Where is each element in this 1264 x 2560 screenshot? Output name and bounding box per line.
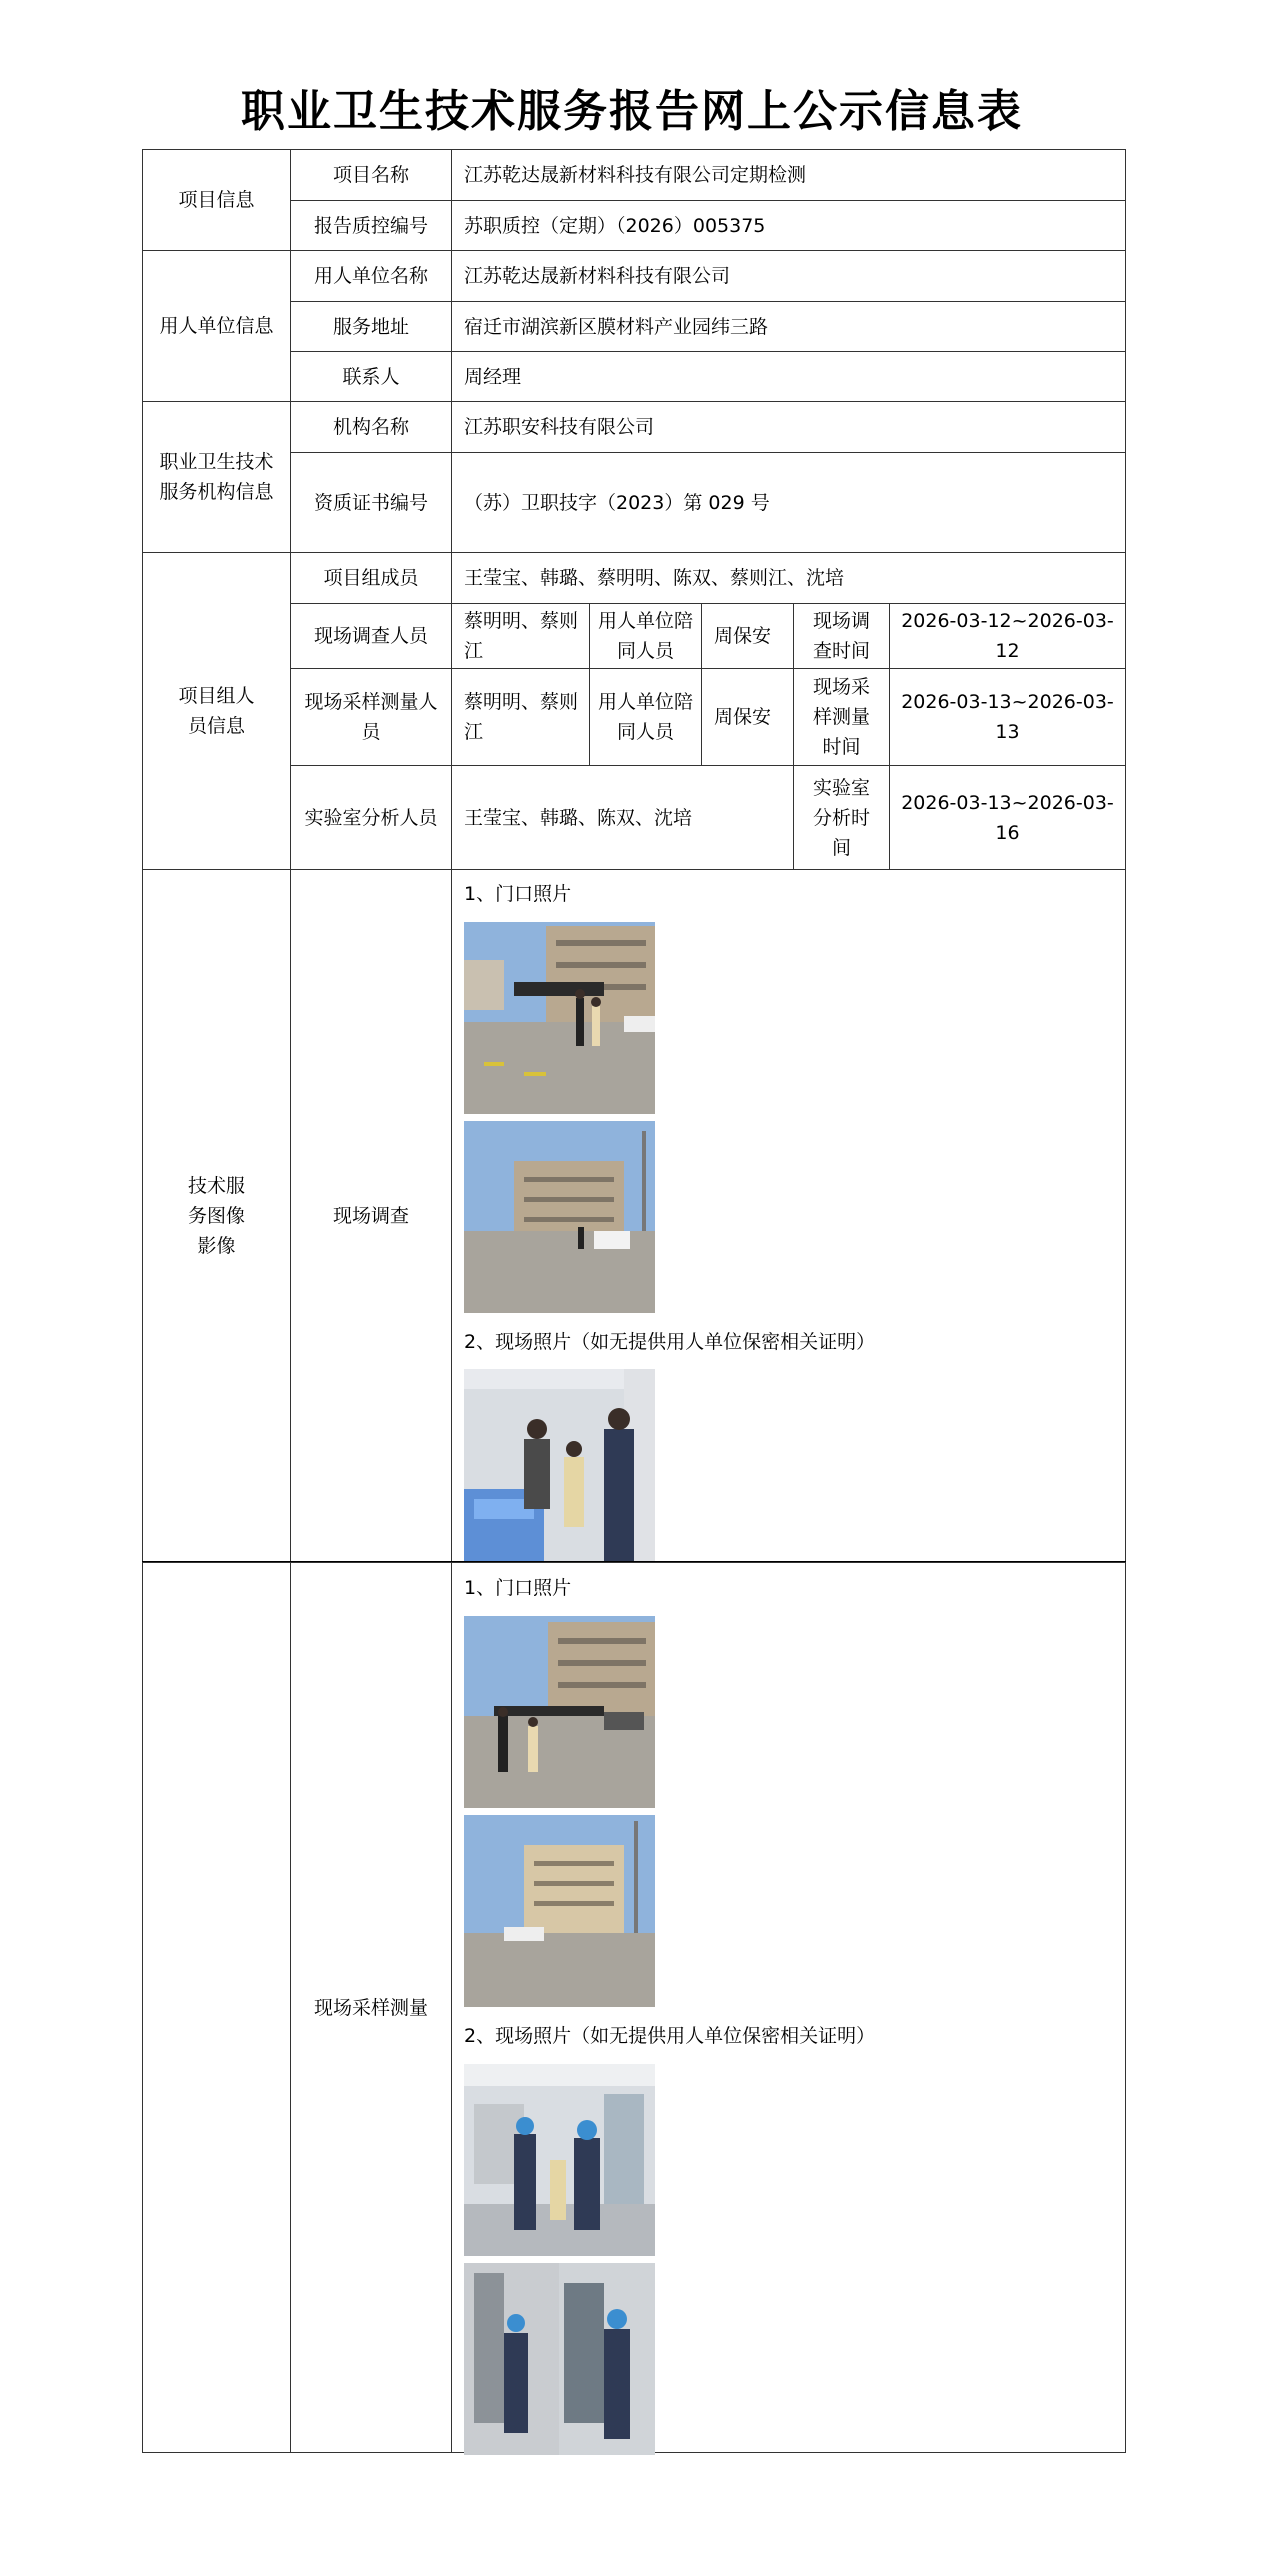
cert-label: 资质证书编号 [290,452,452,553]
page-title: 职业卫生技术服务报告网上公示信息表 [241,86,1023,137]
sampling-door-photo-2 [464,1815,655,2007]
team-section-label: 项目组人员信息 [142,552,291,870]
survey-door-photo-2 [464,1121,655,1313]
agency-name-value: 江苏职安科技有限公司 [451,401,1126,453]
project-name-label: 项目名称 [290,149,452,201]
employer-name-value: 江苏乾达晟新材料科技有限公司 [451,250,1126,302]
survey-door-caption: 1、门口照片 [464,883,572,905]
sampling-images-label: 现场采样测量 [290,1562,452,2453]
sampling-accompany-value: 周保安 [701,668,794,766]
survey-staff-label: 现场调查人员 [290,603,452,669]
project-section-label: 项目信息 [142,149,291,251]
employer-section-label: 用人单位信息 [142,250,291,402]
sampling-door-caption: 1、门口照片 [464,1577,572,1599]
sampling-staff-value: 蔡明明、蔡则江 [451,668,590,766]
survey-images-label: 现场调查 [290,869,452,1563]
survey-accompany-label: 用人单位陪同人员 [589,603,702,669]
contact-value: 周经理 [451,351,1126,402]
employer-name-label: 用人单位名称 [290,250,452,302]
survey-door-photo-1 [464,922,655,1114]
members-label: 项目组成员 [290,552,452,604]
cert-value: （苏）卫职技字（2023）第 029 号 [451,452,1126,553]
lab-time-label: 实验室分析时间 [793,765,890,870]
sampling-site-photo-2 [464,2263,655,2455]
survey-site-photo-1 [464,1369,655,1561]
agency-section-label: 职业卫生技术服务机构信息 [142,401,291,553]
lab-staff-label: 实验室分析人员 [290,765,452,870]
sampling-time-label: 现场采样测量时间 [793,668,890,766]
lab-time-value: 2026-03-13~2026-03-16 [889,765,1126,870]
images-section-label: 技术服务图像影像 [142,869,291,1563]
survey-time-label: 现场调查时间 [793,603,890,669]
project-name-value: 江苏乾达晟新材料科技有限公司定期检测 [451,149,1126,201]
sampling-time-value: 2026-03-13~2026-03-13 [889,668,1126,766]
report-code-value: 苏职质控（定期）（2026）005375 [451,200,1126,251]
sampling-site-photo-1 [464,2064,655,2256]
members-value: 王莹宝、韩璐、蔡明明、陈双、蔡则江、沈培 [451,552,1126,604]
report-code-label: 报告质控编号 [290,200,452,251]
images-section-label-continued [142,1562,291,2453]
agency-name-label: 机构名称 [290,401,452,453]
lab-staff-value: 王莹宝、韩璐、陈双、沈培 [451,765,794,870]
sampling-site-caption: 2、现场照片（如无提供用人单位保密相关证明） [464,2025,876,2047]
service-address-value: 宿迁市湖滨新区膜材料产业园纬三路 [451,301,1126,352]
sampling-staff-label: 现场采样测量人员 [290,668,452,766]
survey-staff-value: 蔡明明、蔡则江 [451,603,590,669]
survey-accompany-value: 周保安 [701,603,794,669]
sampling-door-photo-1 [464,1616,655,1808]
sampling-accompany-label: 用人单位陪同人员 [589,668,702,766]
survey-time-value: 2026-03-12~2026-03-12 [889,603,1126,669]
survey-site-caption: 2、现场照片（如无提供用人单位保密相关证明） [464,1331,876,1353]
contact-label: 联系人 [290,351,452,402]
service-address-label: 服务地址 [290,301,452,352]
